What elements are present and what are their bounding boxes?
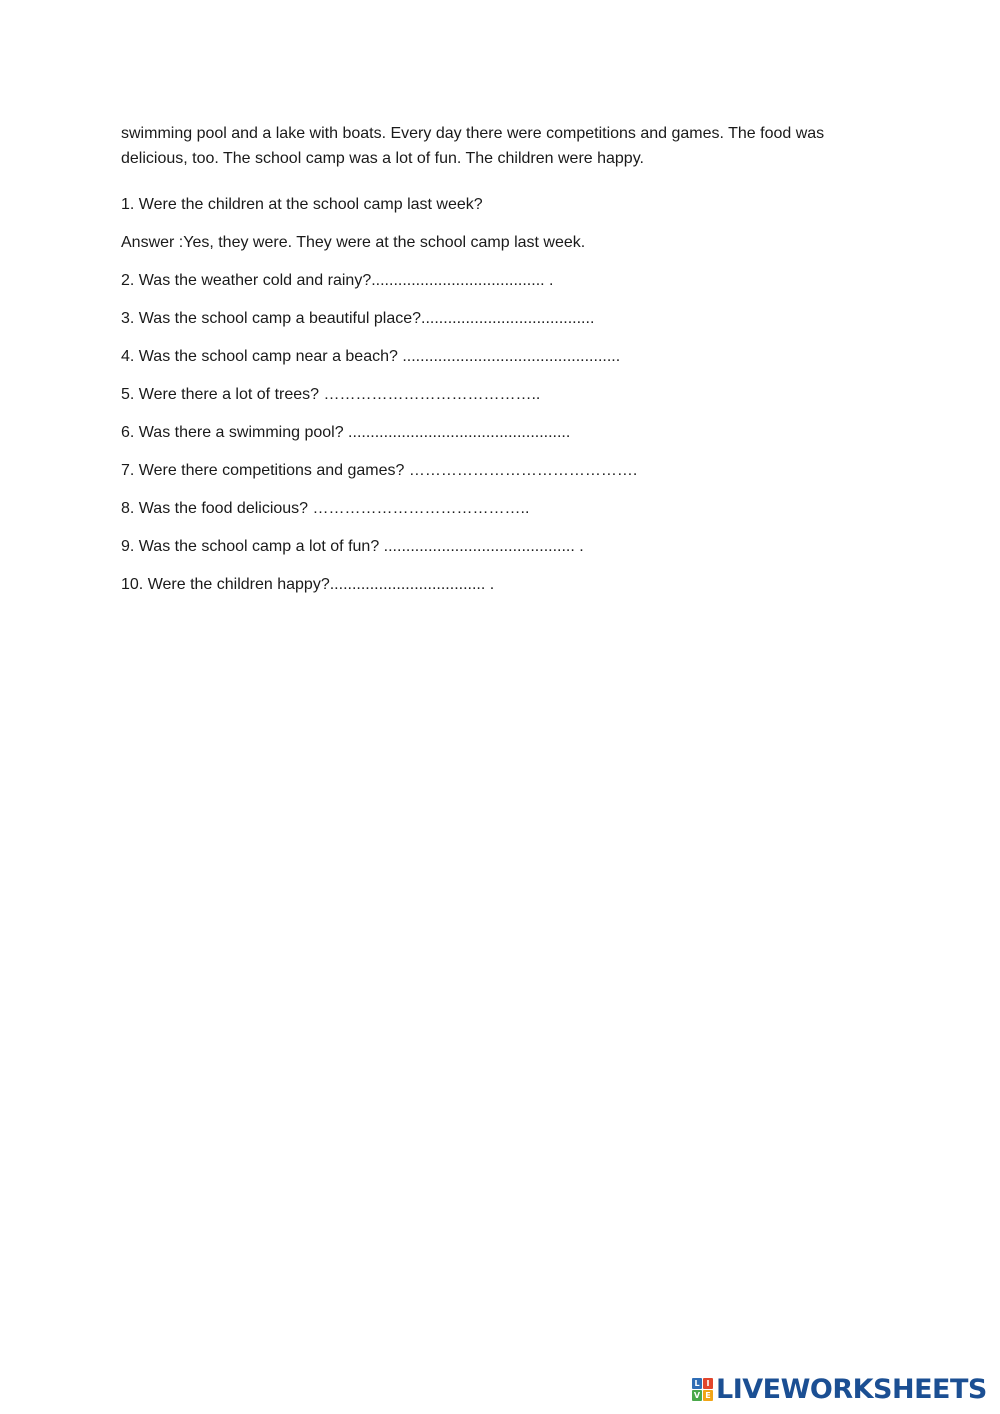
question-9: 9. Was the school camp a lot of fun? ........................................... . (121, 538, 584, 555)
question-5: 5. Were there a lot of trees? ………………………………….. (121, 386, 541, 403)
liveworksheets-logo (692, 1374, 987, 1406)
question-2: 2. Was the weather cold and rainy?....................................... . (121, 272, 554, 289)
reading-passage (121, 121, 881, 171)
question-1: 1. Were the children at the school camp last week? (121, 196, 483, 213)
logo-mark-square: V (693, 1390, 701, 1400)
question-4: 4. Was the school camp near a beach? ................................................. (121, 348, 621, 365)
question-6: 6. Was there a swimming pool? .................................................. (121, 424, 571, 441)
logo-mark-icon (692, 1378, 713, 1402)
passage-line: delicious, too. The school camp was a lot of fun. The children were happy. (121, 150, 644, 167)
logo-mark-square: I (703, 1378, 713, 1389)
logo-mark-square: E (703, 1390, 713, 1401)
question-10: 10. Were the children happy?................................... . (121, 576, 495, 593)
question-8: 8. Was the food delicious? ………………………………….. (121, 500, 530, 517)
logo-mark-square: L (692, 1378, 702, 1389)
question-3: 3. Was the school camp a beautiful place?....................................... (121, 310, 595, 327)
question-list (121, 193, 881, 611)
example-answer: Answer :Yes, they were. They were at the school camp last week. (121, 234, 586, 251)
question-7: 7. Were there competitions and games? ……………………………………. (121, 462, 638, 479)
passage-line: swimming pool and a lake with boats. Every day there were competitions and games. The food was (121, 125, 825, 142)
logo-text: LIVEWORKSHEETS (716, 1374, 987, 1405)
